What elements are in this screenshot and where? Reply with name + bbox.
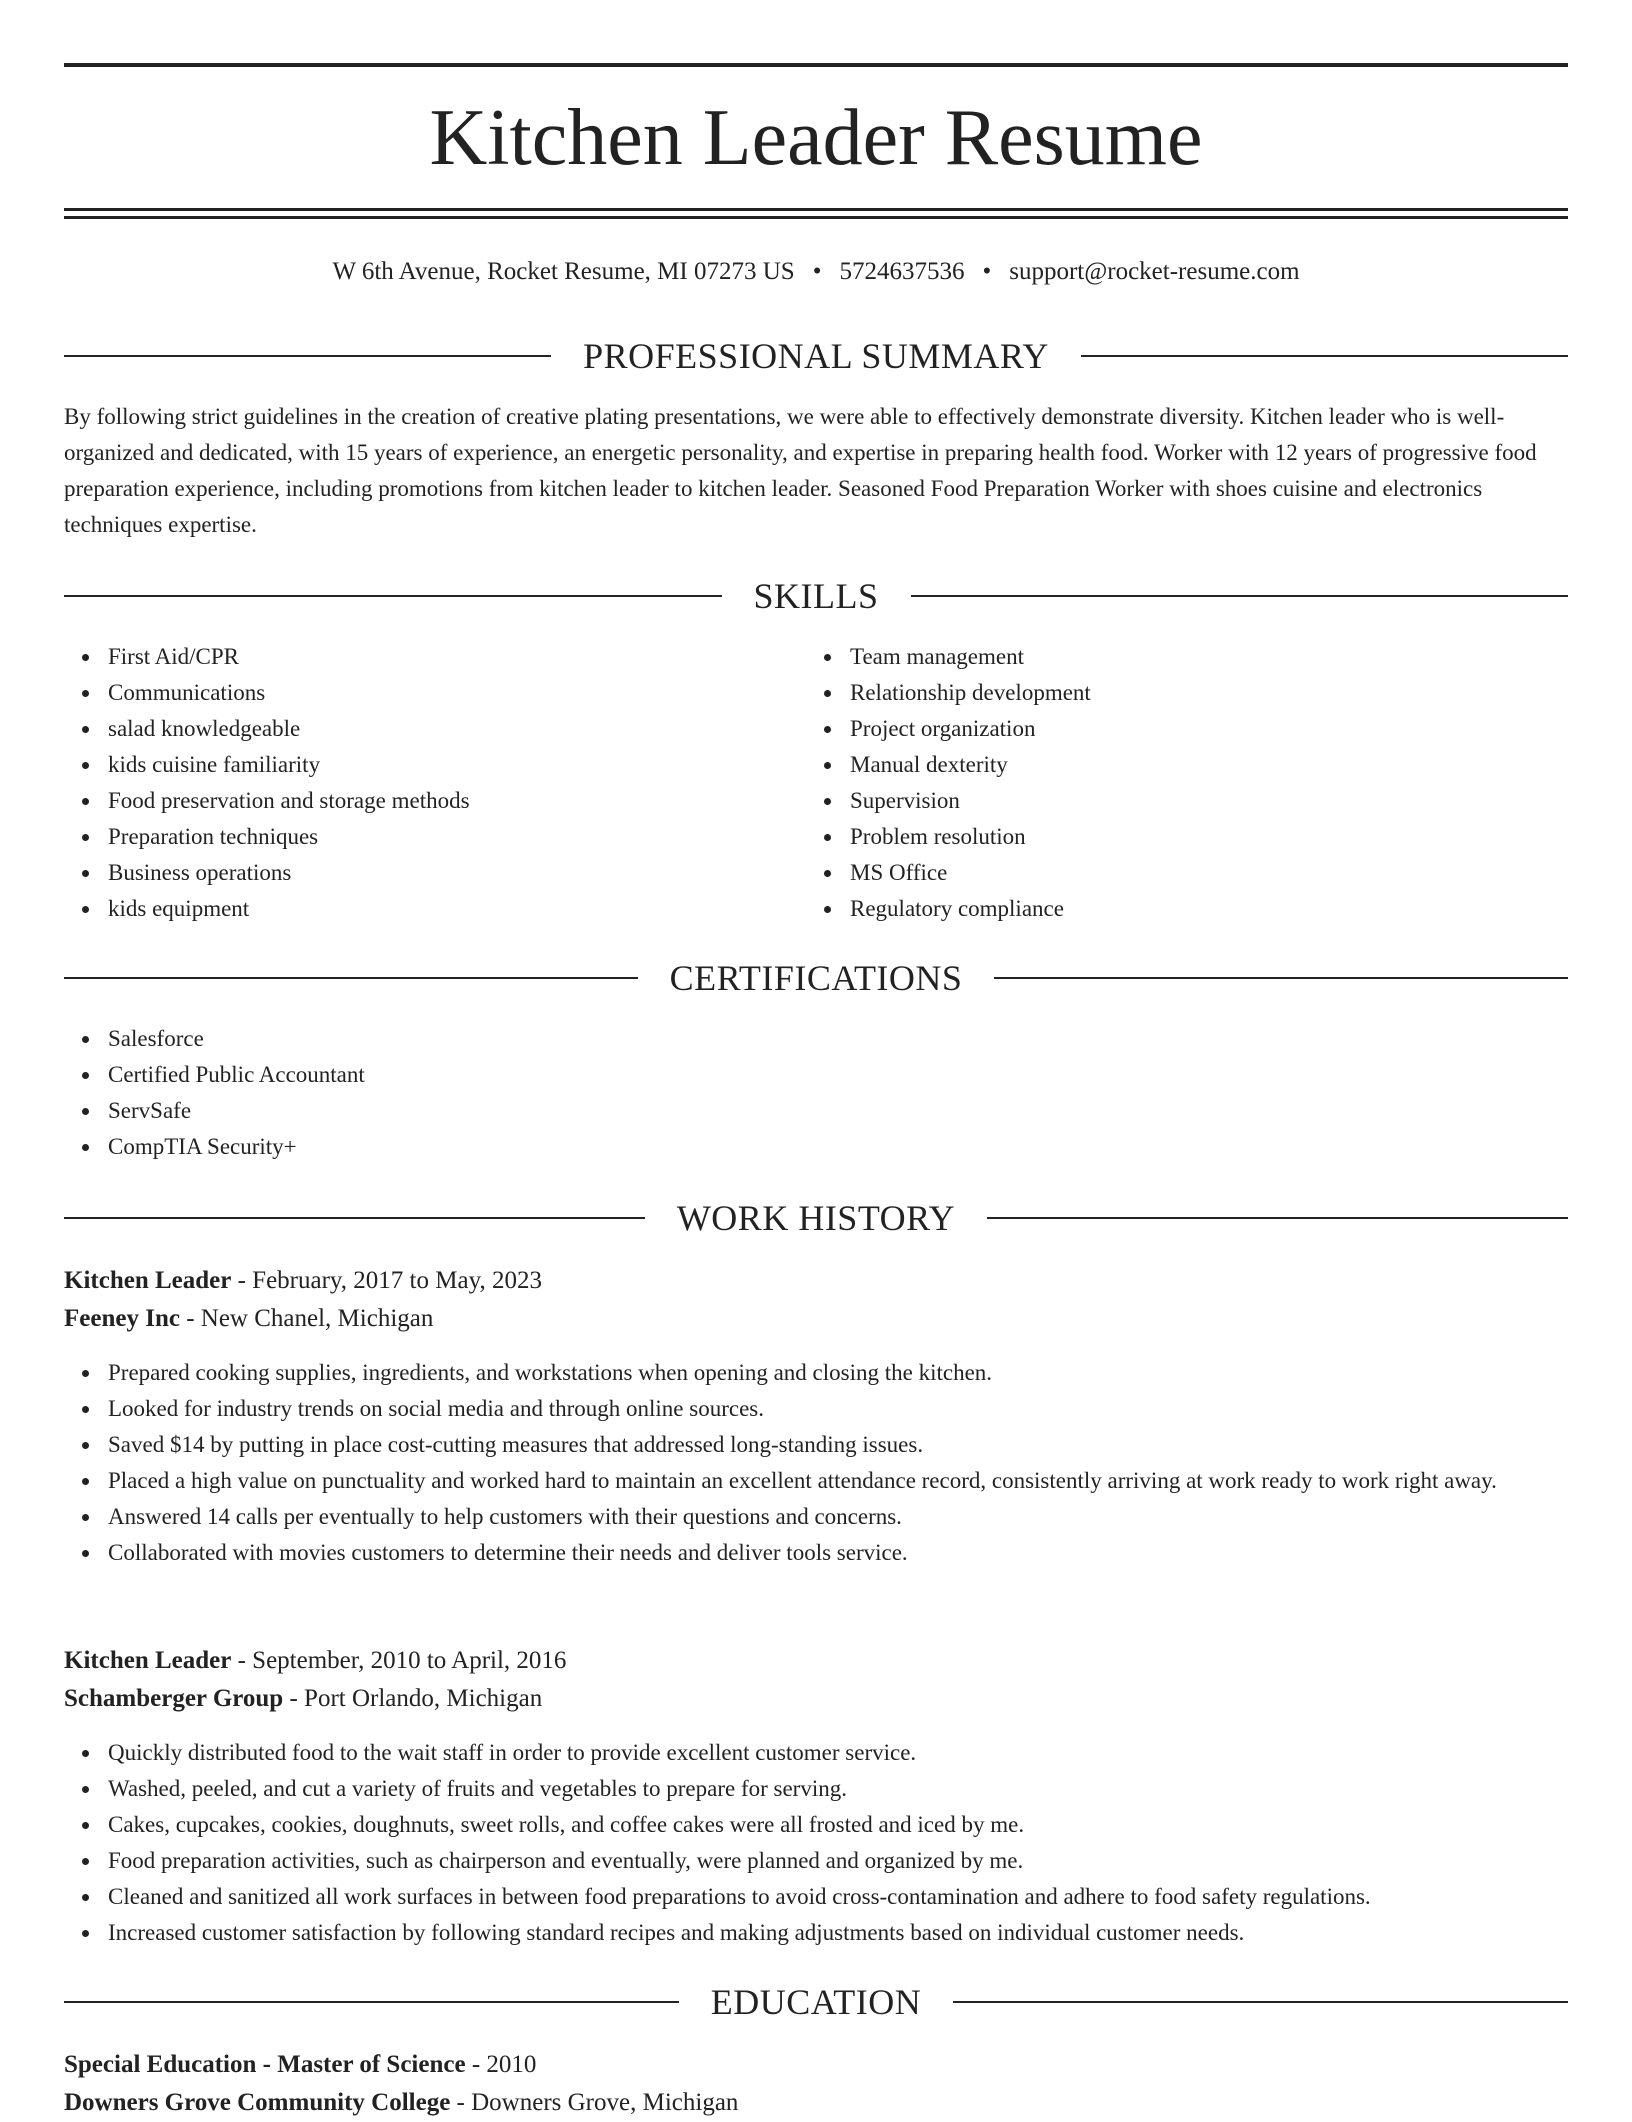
section-title: EDUCATION xyxy=(710,1982,922,2022)
job-duty-item: Answered 14 calls per eventually to help customers with their questions and concerns. xyxy=(108,1499,1568,1535)
heading-rule xyxy=(64,355,551,357)
section-title: SKILLS xyxy=(753,576,879,616)
job-duty-item: Cakes, cupcakes, cookies, doughnuts, sweet rolls, and coffee cakes were all frosted and iced by me. xyxy=(108,1807,1568,1843)
job-duty-item: Washed, peeled, and cut a variety of fruits and vegetables to prepare for serving. xyxy=(108,1771,1568,1807)
section-heading-education xyxy=(64,1980,1568,2024)
skills-list-right xyxy=(806,639,1550,927)
skill-item: Food preservation and storage methods xyxy=(108,783,808,819)
heading-rule xyxy=(911,595,1569,597)
contact-email: support@rocket-resume.com xyxy=(1009,258,1300,285)
contact-line xyxy=(64,254,1568,290)
skill-item: Team management xyxy=(850,639,1550,675)
section-title: WORK HISTORY xyxy=(676,1198,956,1238)
education-school-line xyxy=(64,2084,1568,2122)
job-duty-item: Increased customer satisfaction by following standard recipes and making adjustments based on individual customer needs. xyxy=(108,1915,1568,1951)
heading-rule xyxy=(987,1217,1568,1219)
contact-separator: • xyxy=(812,258,822,285)
skill-item: Project organization xyxy=(850,711,1550,747)
section-heading-certifications xyxy=(64,956,1568,1000)
job-duty-item: Cleaned and sanitized all work surfaces in between food preparations to avoid cross-contamination and adhere to food safety regulations. xyxy=(108,1879,1568,1915)
skill-item: Supervision xyxy=(850,783,1550,819)
job-duty-item: Placed a high value on punctuality and worked hard to maintain an excellent attendance record, consistently arriving at work ready to work right away. xyxy=(108,1463,1568,1499)
education-degree-line xyxy=(64,2046,1568,2084)
job-title: Kitchen Leader xyxy=(64,1267,232,1294)
skill-item: Problem resolution xyxy=(850,819,1550,855)
job-duties-list xyxy=(64,1735,1568,1951)
certification-item: CompTIA Security+ xyxy=(108,1129,1568,1165)
contact-address: W 6th Avenue, Rocket Resume, MI 07273 US xyxy=(332,258,795,285)
contact-separator: • xyxy=(982,258,992,285)
job-duty-item: Collaborated with movies customers to determine their needs and deliver tools service. xyxy=(108,1535,1568,1571)
skill-item: Relationship development xyxy=(850,675,1550,711)
header-bottom-rule-second xyxy=(64,216,1568,219)
job-duties-list xyxy=(64,1355,1568,1571)
job-title-line xyxy=(64,1262,1568,1300)
job-dates: - September, 2010 to April, 2016 xyxy=(231,1647,567,1674)
job-location: - New Chanel, Michigan xyxy=(179,1305,434,1332)
job-duty-item: Prepared cooking supplies, ingredients, and workstations when opening and closing the kitchen. xyxy=(108,1355,1568,1391)
section-title: CERTIFICATIONS xyxy=(669,958,963,998)
job-location: - Port Orlando, Michigan xyxy=(283,1685,543,1712)
skill-item: salad knowledgeable xyxy=(108,711,808,747)
skill-item: First Aid/CPR xyxy=(108,639,808,675)
section-heading-summary xyxy=(64,334,1568,378)
job-title: Kitchen Leader xyxy=(64,1647,232,1674)
certification-item: ServSafe xyxy=(108,1093,1568,1129)
job-duty-item: Looked for industry trends on social media and through online sources. xyxy=(108,1391,1568,1427)
job-company: Feeney Inc xyxy=(64,1305,180,1332)
skill-item: Manual dexterity xyxy=(850,747,1550,783)
skill-item: Communications xyxy=(108,675,808,711)
job-company: Schamberger Group xyxy=(64,1685,284,1712)
resume-title: Kitchen Leader Resume xyxy=(429,94,1203,182)
education-year: - 2010 xyxy=(465,2051,537,2078)
skill-item: Regulatory compliance xyxy=(850,891,1550,927)
heading-rule xyxy=(994,977,1568,979)
heading-rule xyxy=(64,1217,645,1219)
contact-phone: 5724637536 xyxy=(839,258,965,285)
skill-item: kids equipment xyxy=(108,891,808,927)
skill-item: Preparation techniques xyxy=(108,819,808,855)
education-location: - Downers Grove, Michigan xyxy=(450,2089,739,2116)
job-duty-item: Food preparation activities, such as chairperson and eventually, were planned and organized by me. xyxy=(108,1843,1568,1879)
education-degree: Special Education - Master of Science xyxy=(64,2051,466,2078)
job-title-line xyxy=(64,1642,1568,1680)
heading-rule xyxy=(64,2001,679,2003)
education-school: Downers Grove Community College xyxy=(64,2089,451,2116)
heading-rule xyxy=(64,595,722,597)
job-dates: - February, 2017 to May, 2023 xyxy=(231,1267,542,1294)
certifications-list xyxy=(64,1021,1568,1165)
section-heading-skills xyxy=(64,574,1568,618)
header-bottom-rule xyxy=(64,208,1568,211)
skills-list-left xyxy=(64,639,808,927)
certification-item: Salesforce xyxy=(108,1021,1568,1057)
header-top-rule xyxy=(64,63,1568,67)
summary-paragraph: By following strict guidelines in the creation of creative plating presentations, we were able to effectively demonstrate diversity. Kitchen leader who is well-organized and dedicated, with 15 years of experience, an energetic personality, and expertise in preparing health food. Worker with 12 years of progressive food preparation experience, including promotions from kitchen leader to kitchen leader. Seasoned Food Preparation Worker with shoes cuisine and electronics techniques expertise. xyxy=(64,404,1537,537)
job-company-line xyxy=(64,1300,1568,1338)
job-duty-item: Saved $14 by putting in place cost-cutting measures that addressed long-standing issues. xyxy=(108,1427,1568,1463)
heading-rule xyxy=(1081,355,1568,357)
section-title: PROFESSIONAL SUMMARY xyxy=(583,336,1049,376)
job-company-line xyxy=(64,1680,1568,1718)
section-heading-work-history xyxy=(64,1196,1568,1240)
skill-item: kids cuisine familiarity xyxy=(108,747,808,783)
job-duty-item: Quickly distributed food to the wait staff in order to provide excellent customer service. xyxy=(108,1735,1568,1771)
heading-rule xyxy=(953,2001,1568,2003)
heading-rule xyxy=(64,977,638,979)
certification-item: Certified Public Accountant xyxy=(108,1057,1568,1093)
skill-item: Business operations xyxy=(108,855,808,891)
skill-item: MS Office xyxy=(850,855,1550,891)
